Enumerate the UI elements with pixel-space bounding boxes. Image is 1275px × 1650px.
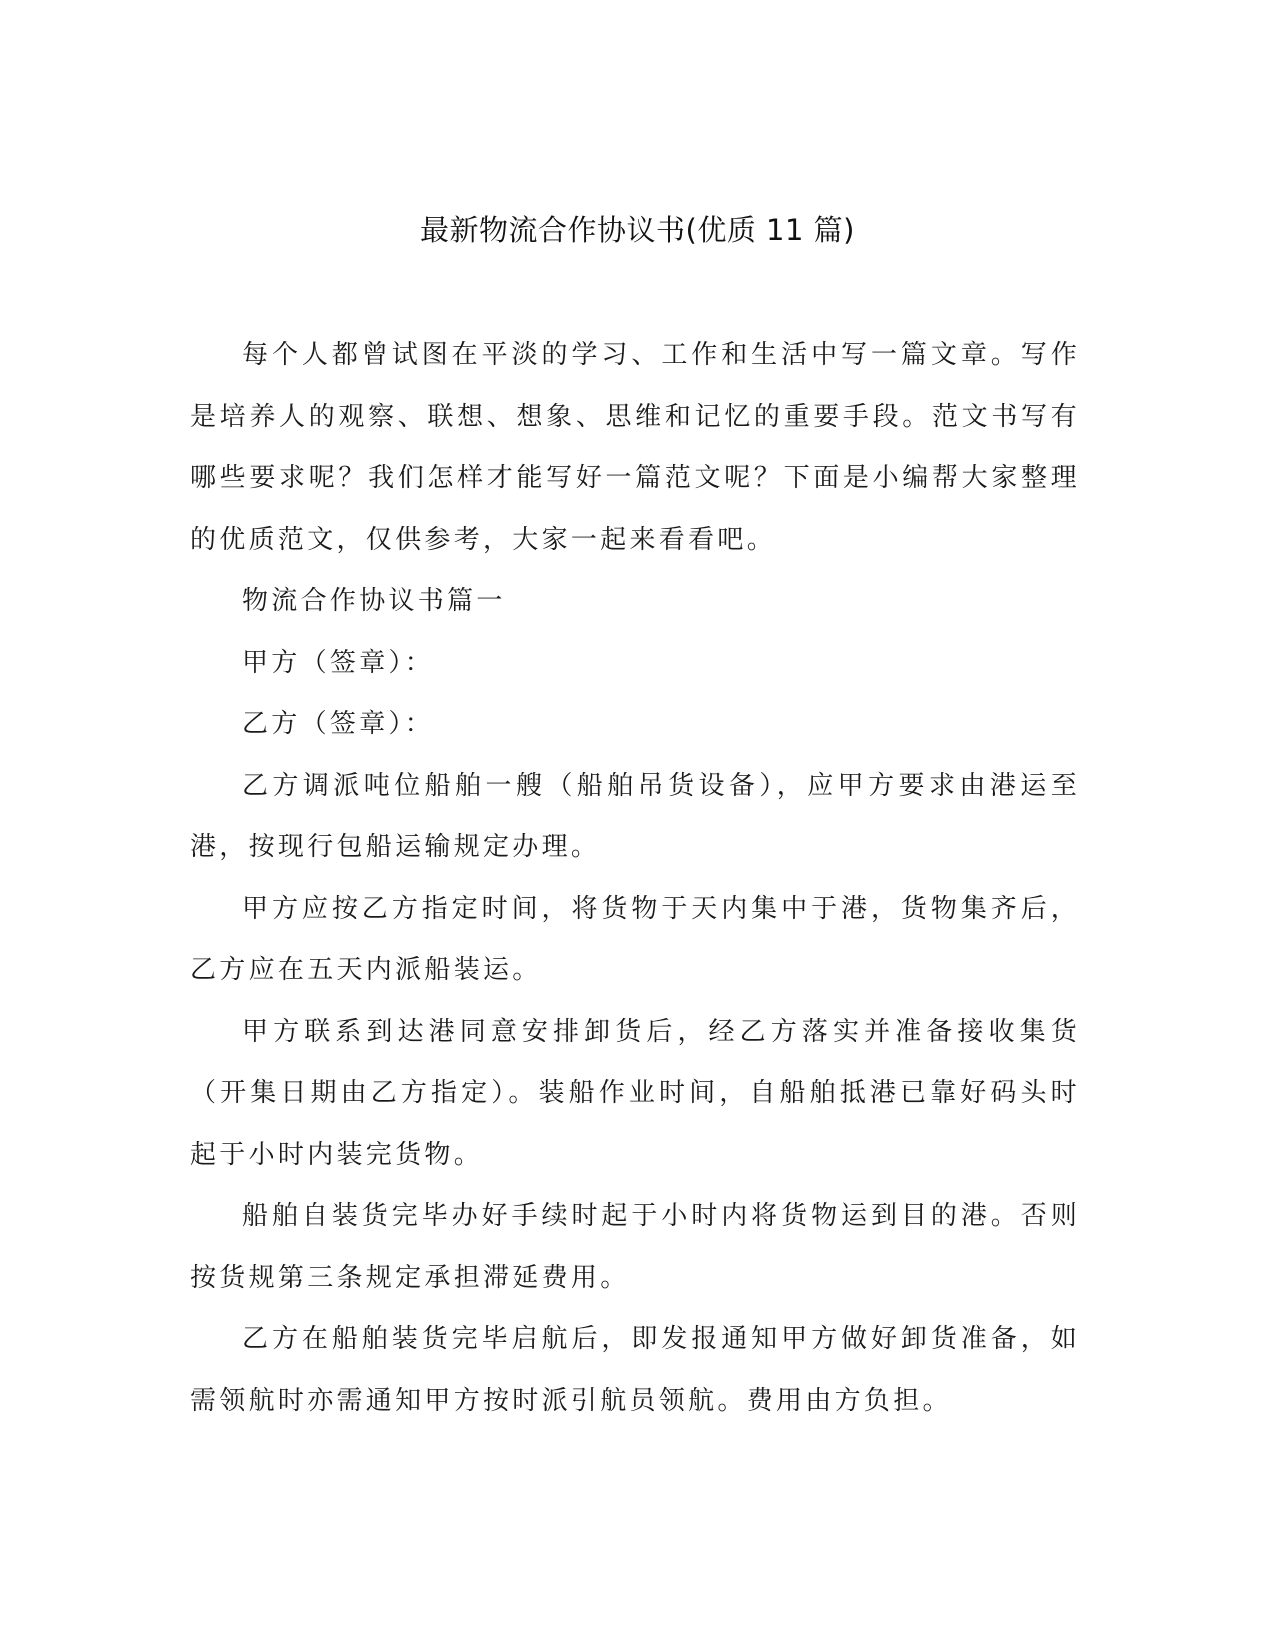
- clause-paragraph: 乙方在船舶装货完毕启航后，即发报通知甲方做好卸货准备，如需领航时亦需通知甲方按时派引航员领航。费用由方负担。: [190, 1324, 1080, 1416]
- clause-paragraph: 船舶自装货完毕办好手续时起于小时内将货物运到目的港。否则按货规第三条规定承担滞延费用。: [190, 1201, 1080, 1293]
- party-b-signature-line: 乙方（签章）：: [242, 709, 435, 739]
- clause-paragraph: 乙方调派吨位船舶一艘（船舶吊货设备），应甲方要求由港运至港，按现行包船运输规定办理。: [190, 770, 1080, 862]
- section-heading: 物流合作协议书篇一: [242, 586, 506, 616]
- document-body: [190, 325, 1080, 1432]
- clause-paragraph: 甲方联系到达港同意安排卸货后，经乙方落实并准备接收集货（开集日期由乙方指定）。装船作业时间，自船舶抵港已靠好码头时起于小时内装完货物。: [190, 1016, 1080, 1170]
- intro-paragraph: 每个人都曾试图在平淡的学习、工作和生活中写一篇文章。写作是培养人的观察、联想、想象、思维和记忆的重要手段。范文书写有哪些要求呢？我们怎样才能写好一篇范文呢？下面是小编帮大家整理的优质范文，仅供参考，大家一起来看看吧。: [190, 340, 1080, 555]
- document-title: 最新物流合作协议书(优质 11 篇): [420, 213, 855, 247]
- clause-paragraph: 甲方应按乙方指定时间，将货物于天内集中于港，货物集齐后，乙方应在五天内派船装运。: [190, 893, 1080, 985]
- party-a-signature-line: 甲方（签章）：: [242, 647, 435, 678]
